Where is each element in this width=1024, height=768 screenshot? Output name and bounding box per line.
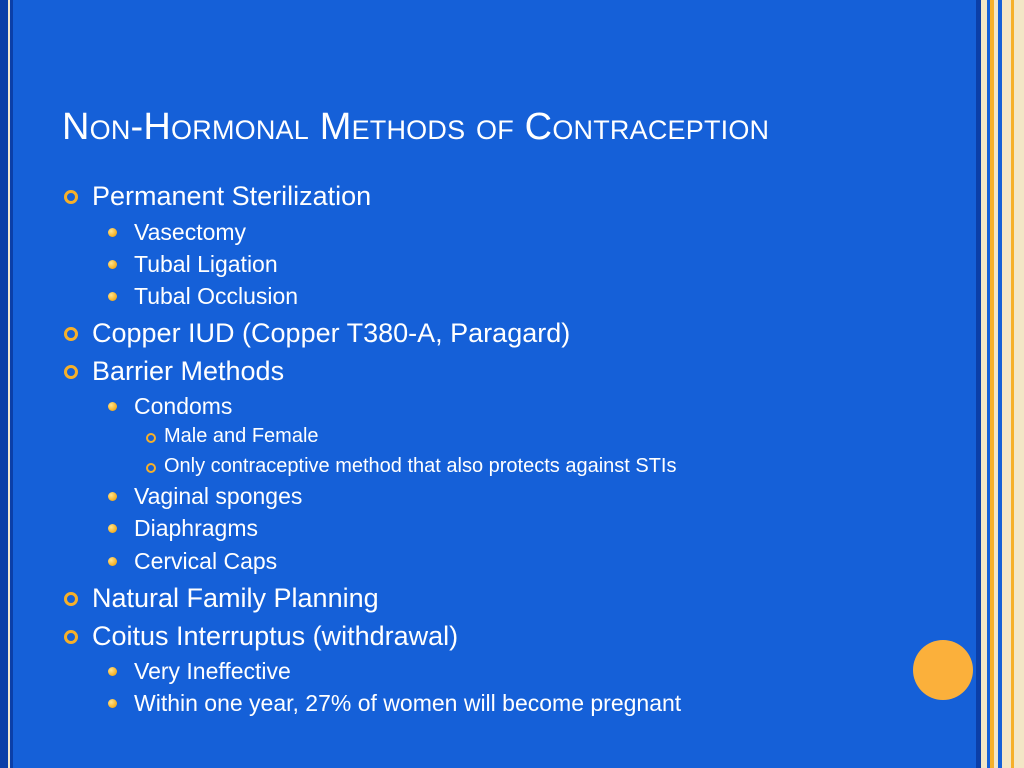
bullet-item: Natural Family Planning	[92, 583, 379, 613]
bullet-item: Vasectomy	[134, 219, 247, 245]
dot-bullet-icon	[108, 292, 117, 301]
bullet-item: Copper IUD (Copper T380-A, Paragard)	[92, 318, 571, 348]
ring-bullet-icon	[64, 327, 78, 341]
bullet-item: Only contraceptive method that also protects against STIs	[164, 455, 677, 477]
bullet-item: Very Ineffective	[134, 658, 291, 684]
bullet-item: Tubal Ligation	[134, 251, 278, 277]
ring-bullet-icon	[64, 630, 78, 644]
dot-bullet-icon	[108, 699, 117, 708]
slide-title: Non-Hormonal Methods of Contraception	[62, 106, 770, 148]
bullet-item: Cervical Caps	[134, 548, 278, 574]
dot-bullet-icon	[108, 667, 117, 676]
dot-bullet-icon	[108, 260, 117, 269]
ring-bullet-icon	[146, 433, 156, 443]
bullet-item: Condoms	[134, 393, 233, 419]
bullet-item: Tubal Occlusion	[134, 283, 299, 309]
bullet-item: Within one year, 27% of women will become pregnant	[134, 690, 682, 716]
dot-bullet-icon	[108, 228, 117, 237]
bullet-item: Diaphragms	[134, 515, 258, 541]
dot-bullet-icon	[108, 402, 117, 411]
bullet-item: Vaginal sponges	[134, 483, 303, 509]
ring-bullet-icon	[64, 365, 78, 379]
bullet-item: Barrier Methods	[92, 356, 285, 386]
ring-bullet-icon	[64, 592, 78, 606]
ring-bullet-icon	[146, 463, 156, 473]
right-border-stripe	[1014, 0, 1024, 768]
bullet-item: Permanent Sterilization	[92, 181, 372, 211]
dot-bullet-icon	[108, 557, 117, 566]
dot-bullet-icon	[108, 524, 117, 533]
dot-bullet-icon	[108, 492, 117, 501]
bullet-item: Coitus Interruptus (withdrawal)	[92, 621, 459, 651]
bullet-item: Male and Female	[164, 425, 319, 447]
ring-bullet-icon	[64, 190, 78, 204]
